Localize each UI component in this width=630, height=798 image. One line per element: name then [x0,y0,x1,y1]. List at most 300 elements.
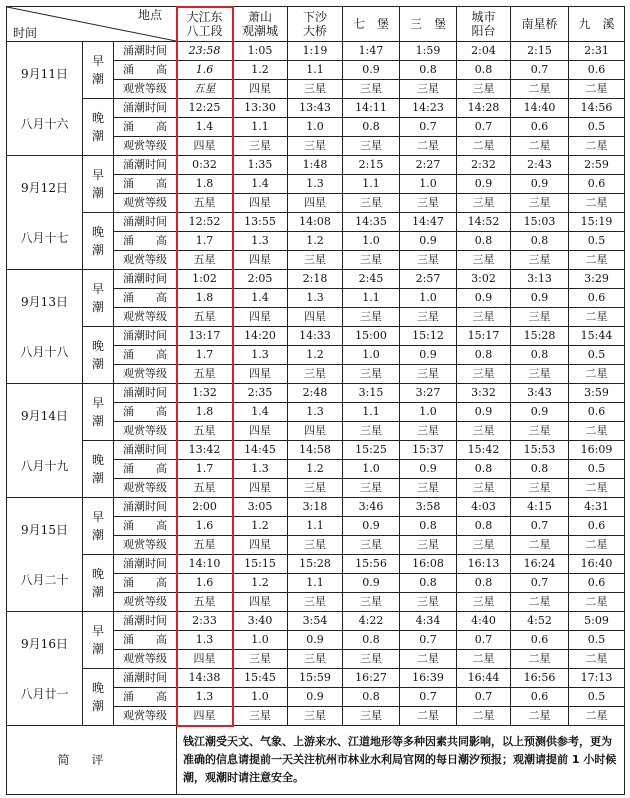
value-cell-time: 3:59 [569,384,625,403]
value-cell-time: 2:35 [233,384,288,403]
value-cell-height: 0.9 [400,346,457,365]
value-cell-time: 2:00 [177,498,233,517]
value-cell-time: 2:45 [343,270,400,289]
value-cell-height: 0.8 [457,517,511,536]
value-cell-time: 14:38 [177,669,233,688]
site-name-line: 三 堡 [410,17,447,31]
value-cell-height: 0.7 [457,631,511,650]
value-cell-grade: 三星 [343,194,400,213]
tide-label-text: 早潮 [92,624,105,656]
value-cell-time: 4:31 [569,498,625,517]
header-corner-cell [7,7,177,42]
value-cell-time: 15:28 [288,555,343,574]
solar-date: 9月12日 [21,180,68,195]
value-cell-height: 1.3 [233,346,288,365]
value-cell-grade: 三星 [343,593,400,612]
value-cell-grade: 三星 [457,308,511,327]
value-cell-height: 0.8 [343,631,400,650]
table-row [7,441,625,460]
site-header-3 [343,7,400,42]
site-name-line: 大江东 [186,10,223,24]
row-label-grade: 观赏等级 [114,536,177,555]
value-cell-time: 2:59 [569,156,625,175]
tide-label-text: 晚潮 [92,225,105,257]
row-label-height: 涌 高 [114,688,177,707]
row-label-time: 涌潮时间 [114,156,177,175]
value-cell-grade: 四星 [233,365,288,384]
value-cell-grade: 三星 [343,308,400,327]
value-cell-grade: 二星 [569,251,625,270]
row-label-time: 涌潮时间 [114,327,177,346]
value-cell-grade: 三星 [343,707,400,726]
value-cell-height: 1.1 [343,403,400,422]
value-cell-height: 1.3 [288,289,343,308]
value-cell-grade: 三星 [288,479,343,498]
value-cell-grade: 三星 [233,707,288,726]
value-cell-time: 2:32 [457,156,511,175]
value-cell-time: 2:43 [511,156,569,175]
date-cell [7,270,83,384]
place-header: 地点 [138,8,163,22]
row-label-time: 涌潮时间 [114,99,177,118]
value-cell-grade: 三星 [457,593,511,612]
value-cell-height: 0.8 [400,517,457,536]
value-cell-grade: 三星 [233,650,288,669]
value-cell-time: 1:48 [288,156,343,175]
value-cell-grade: 三星 [343,536,400,555]
value-cell-time: 2:05 [233,270,288,289]
value-cell-time: 3:40 [233,612,288,631]
value-cell-time: 0:32 [177,156,233,175]
lunar-date: 八月十七 [20,230,69,245]
value-cell-grade: 三星 [457,194,511,213]
value-cell-grade: 二星 [569,308,625,327]
row-label-time: 涌潮时间 [114,612,177,631]
row-label-time: 涌潮时间 [114,42,177,61]
value-cell-grade: 三星 [343,80,400,99]
row-label-time: 涌潮时间 [114,498,177,517]
date-cell [7,42,83,156]
time-header: 时间 [13,26,38,40]
summary-label: 简评 [7,726,177,795]
row-label-grade: 观赏等级 [114,80,177,99]
value-cell-height: 0.8 [457,460,511,479]
value-cell-time: 14:28 [457,99,511,118]
row-label-grade: 观赏等级 [114,137,177,156]
value-cell-grade: 三星 [288,251,343,270]
value-cell-time: 15:42 [457,441,511,460]
value-cell-time: 14:20 [233,327,288,346]
row-label-height: 涌 高 [114,403,177,422]
site-name-line: 大桥 [303,24,328,38]
value-cell-grade: 三星 [457,80,511,99]
value-cell-grade: 二星 [569,707,625,726]
value-cell-grade: 三星 [343,479,400,498]
value-cell-height: 0.6 [511,118,569,137]
table-row [7,384,625,403]
value-cell-grade: 四星 [233,251,288,270]
value-cell-height: 0.9 [457,175,511,194]
tide-label-text: 晚潮 [92,339,105,371]
value-cell-height: 0.7 [400,118,457,137]
table-row [7,42,625,61]
value-cell-grade: 二星 [569,80,625,99]
value-cell-height: 1.1 [288,61,343,80]
value-cell-grade: 三星 [288,593,343,612]
value-cell-height: 0.6 [569,403,625,422]
value-cell-grade: 三星 [457,251,511,270]
value-cell-time: 4:40 [457,612,511,631]
row-label-grade: 观赏等级 [114,365,177,384]
value-cell-grade: 五星 [177,194,233,213]
value-cell-grade: 三星 [457,479,511,498]
date-cell [7,612,83,726]
value-cell-time: 16:08 [400,555,457,574]
value-cell-time: 2:33 [177,612,233,631]
value-cell-time: 1:35 [233,156,288,175]
value-cell-time: 12:52 [177,213,233,232]
value-cell-grade: 四星 [233,80,288,99]
value-cell-height: 1.6 [177,517,233,536]
value-cell-height: 0.5 [569,232,625,251]
header-row [7,7,625,42]
value-cell-height: 1.0 [233,631,288,650]
value-cell-time: 3:29 [569,270,625,289]
value-cell-grade: 四星 [233,536,288,555]
value-cell-grade: 五星 [177,422,233,441]
value-cell-time: 13:43 [288,99,343,118]
value-cell-grade: 三星 [400,479,457,498]
value-cell-time: 2:57 [400,270,457,289]
value-cell-grade: 三星 [511,308,569,327]
value-cell-time: 2:48 [288,384,343,403]
value-cell-grade: 三星 [343,422,400,441]
value-cell-time: 13:55 [233,213,288,232]
value-cell-grade: 三星 [511,479,569,498]
value-cell-height: 0.6 [569,574,625,593]
value-cell-height: 0.8 [343,688,400,707]
value-cell-grade: 三星 [343,365,400,384]
value-cell-height: 0.5 [569,460,625,479]
value-cell-time: 17:13 [569,669,625,688]
value-cell-height: 0.9 [343,517,400,536]
row-label-grade: 观赏等级 [114,251,177,270]
value-cell-time: 16:39 [400,669,457,688]
value-cell-grade: 四星 [233,194,288,213]
value-cell-height: 1.2 [233,61,288,80]
value-cell-height: 1.0 [400,289,457,308]
table-row [7,213,625,232]
value-cell-time: 4:15 [511,498,569,517]
morning-tide-label [83,270,114,327]
value-cell-height: 1.2 [288,460,343,479]
value-cell-grade: 二星 [400,650,457,669]
tide-label-text: 早潮 [92,396,105,428]
value-cell-grade: 二星 [511,593,569,612]
value-cell-time: 14:11 [343,99,400,118]
lunar-date: 八月十八 [20,344,69,359]
value-cell-grade: 四星 [177,650,233,669]
value-cell-time: 2:04 [457,42,511,61]
value-cell-time: 13:42 [177,441,233,460]
value-cell-time: 2:31 [569,42,625,61]
row-label-grade: 观赏等级 [114,593,177,612]
value-cell-time: 5:09 [569,612,625,631]
table-row [7,555,625,574]
value-cell-time: 14:35 [343,213,400,232]
value-cell-time: 15:45 [233,669,288,688]
value-cell-grade: 三星 [288,365,343,384]
summary-row [7,726,625,795]
value-cell-grade: 五星 [177,308,233,327]
value-cell-grade: 三星 [288,137,343,156]
value-cell-time: 16:09 [569,441,625,460]
value-cell-height: 1.8 [177,403,233,422]
value-cell-height: 1.2 [288,232,343,251]
morning-tide-label [83,384,114,441]
value-cell-grade: 三星 [457,365,511,384]
table-row [7,498,625,517]
date-cell [7,384,83,498]
value-cell-time: 3:18 [288,498,343,517]
value-cell-grade: 三星 [288,707,343,726]
value-cell-height: 0.9 [457,289,511,308]
value-cell-time: 14:56 [569,99,625,118]
value-cell-height: 1.0 [400,175,457,194]
value-cell-grade: 五星 [177,251,233,270]
value-cell-height: 0.8 [511,346,569,365]
value-cell-height: 0.6 [569,175,625,194]
row-label-height: 涌 高 [114,175,177,194]
table-row [7,612,625,631]
evening-tide-label [83,99,114,156]
value-cell-height: 1.7 [177,460,233,479]
row-label-grade: 观赏等级 [114,707,177,726]
value-cell-height: 1.3 [233,232,288,251]
value-cell-grade: 二星 [569,479,625,498]
solar-date: 9月14日 [21,408,68,423]
value-cell-height: 0.9 [511,403,569,422]
value-cell-time: 16:27 [343,669,400,688]
morning-tide-label [83,612,114,669]
value-cell-grade: 五星 [177,593,233,612]
value-cell-time: 15:59 [288,669,343,688]
value-cell-time: 16:56 [511,669,569,688]
value-cell-time: 15:12 [400,327,457,346]
tide-label-text: 晚潮 [92,453,105,485]
value-cell-time: 3:54 [288,612,343,631]
value-cell-time: 4:34 [400,612,457,631]
value-cell-grade: 二星 [569,536,625,555]
value-cell-height: 1.3 [177,688,233,707]
value-cell-time: 4:22 [343,612,400,631]
value-cell-time: 1:32 [177,384,233,403]
value-cell-time: 2:15 [511,42,569,61]
value-cell-time: 1:05 [233,42,288,61]
table-row [7,327,625,346]
value-cell-grade: 二星 [400,137,457,156]
value-cell-height: 0.5 [569,118,625,137]
site-name-line: 八工段 [186,24,223,38]
value-cell-time: 3:05 [233,498,288,517]
row-label-height: 涌 高 [114,631,177,650]
value-cell-height: 0.8 [457,574,511,593]
value-cell-height: 0.5 [569,688,625,707]
lunar-date: 八月十九 [20,458,69,473]
row-label-height: 涌 高 [114,460,177,479]
evening-tide-label [83,669,114,726]
value-cell-grade: 三星 [343,251,400,270]
value-cell-grade: 三星 [233,137,288,156]
value-cell-height: 0.9 [400,460,457,479]
row-label-time: 涌潮时间 [114,555,177,574]
table-row [7,99,625,118]
value-cell-grade: 三星 [400,308,457,327]
value-cell-height: 1.0 [400,403,457,422]
value-cell-time: 12:25 [177,99,233,118]
value-cell-time: 15:25 [343,441,400,460]
tide-forecast-document [6,6,624,795]
value-cell-height: 1.0 [343,460,400,479]
value-cell-grade: 三星 [343,650,400,669]
site-name-line: 七 堡 [353,17,390,31]
value-cell-grade: 三星 [511,422,569,441]
value-cell-grade: 二星 [569,137,625,156]
row-label-grade: 观赏等级 [114,422,177,441]
value-cell-time: 1:02 [177,270,233,289]
value-cell-grade: 四星 [233,479,288,498]
site-header-6 [511,7,569,42]
value-cell-height: 1.0 [343,346,400,365]
value-cell-time: 14:45 [233,441,288,460]
evening-tide-label [83,441,114,498]
value-cell-time: 3:15 [343,384,400,403]
table-row [7,270,625,289]
value-cell-grade: 三星 [400,422,457,441]
row-label-height: 涌 高 [114,517,177,536]
value-cell-time: 15:19 [569,213,625,232]
value-cell-grade: 二星 [569,194,625,213]
value-cell-grade: 三星 [457,422,511,441]
value-cell-time: 15:53 [511,441,569,460]
row-label-grade: 观赏等级 [114,308,177,327]
evening-tide-label [83,327,114,384]
value-cell-time: 15:44 [569,327,625,346]
tide-label-text: 晚潮 [92,111,105,143]
row-label-time: 涌潮时间 [114,441,177,460]
site-header-5 [457,7,511,42]
value-cell-time: 2:18 [288,270,343,289]
site-name-line: 城市 [471,10,496,24]
value-cell-height: 0.9 [343,61,400,80]
value-cell-grade: 三星 [400,365,457,384]
value-cell-grade: 五星 [177,536,233,555]
site-header-1 [233,7,288,42]
value-cell-height: 1.6 [177,61,233,80]
value-cell-time: 3:13 [511,270,569,289]
evening-tide-label [83,555,114,612]
value-cell-grade: 三星 [400,194,457,213]
row-label-height: 涌 高 [114,61,177,80]
value-cell-height: 0.7 [511,574,569,593]
value-cell-grade: 五星 [177,365,233,384]
value-cell-time: 3:02 [457,270,511,289]
value-cell-height: 0.7 [457,688,511,707]
value-cell-height: 0.9 [343,574,400,593]
value-cell-time: 3:46 [343,498,400,517]
value-cell-height: 0.5 [569,346,625,365]
value-cell-grade: 三星 [511,194,569,213]
row-label-grade: 观赏等级 [114,194,177,213]
value-cell-grade: 四星 [177,707,233,726]
value-cell-time: 3:27 [400,384,457,403]
value-cell-height: 1.8 [177,175,233,194]
value-cell-grade: 五星 [177,80,233,99]
value-cell-time: 15:56 [343,555,400,574]
value-cell-grade: 四星 [288,194,343,213]
value-cell-height: 0.7 [511,61,569,80]
row-label-time: 涌潮时间 [114,384,177,403]
value-cell-height: 1.1 [343,175,400,194]
row-label-height: 涌 高 [114,232,177,251]
value-cell-grade: 二星 [569,422,625,441]
value-cell-height: 1.3 [177,631,233,650]
morning-tide-label [83,156,114,213]
tide-forecast-table [6,6,625,795]
value-cell-height: 0.8 [400,574,457,593]
value-cell-grade: 二星 [511,80,569,99]
value-cell-height: 1.1 [288,574,343,593]
value-cell-time: 2:15 [343,156,400,175]
date-cell [7,498,83,612]
value-cell-height: 1.0 [233,688,288,707]
value-cell-grade: 三星 [288,536,343,555]
value-cell-time: 15:28 [511,327,569,346]
value-cell-grade: 三星 [400,80,457,99]
value-cell-time: 16:40 [569,555,625,574]
value-cell-time: 3:32 [457,384,511,403]
row-label-time: 涌潮时间 [114,213,177,232]
row-label-time: 涌潮时间 [114,270,177,289]
tide-label-text: 早潮 [92,282,105,314]
solar-date: 9月16日 [21,636,68,651]
value-cell-height: 1.8 [177,289,233,308]
value-cell-height: 0.7 [457,118,511,137]
value-cell-height: 0.8 [400,61,457,80]
value-cell-time: 1:59 [400,42,457,61]
value-cell-grade: 二星 [569,365,625,384]
value-cell-time: 16:44 [457,669,511,688]
value-cell-height: 1.1 [233,118,288,137]
value-cell-height: 1.4 [233,403,288,422]
value-cell-grade: 二星 [569,650,625,669]
value-cell-time: 2:27 [400,156,457,175]
row-label-time: 涌潮时间 [114,669,177,688]
value-cell-grade: 四星 [288,308,343,327]
site-name-line: 九 溪 [578,17,615,31]
value-cell-height: 0.9 [400,232,457,251]
evening-tide-label [83,213,114,270]
row-label-height: 涌 高 [114,574,177,593]
site-header-7 [569,7,625,42]
value-cell-height: 0.7 [511,517,569,536]
value-cell-grade: 二星 [569,593,625,612]
value-cell-height: 0.5 [569,631,625,650]
site-name-line: 萧山 [248,10,273,24]
value-cell-grade: 三星 [288,80,343,99]
row-label-grade: 观赏等级 [114,479,177,498]
value-cell-grade: 二星 [511,707,569,726]
